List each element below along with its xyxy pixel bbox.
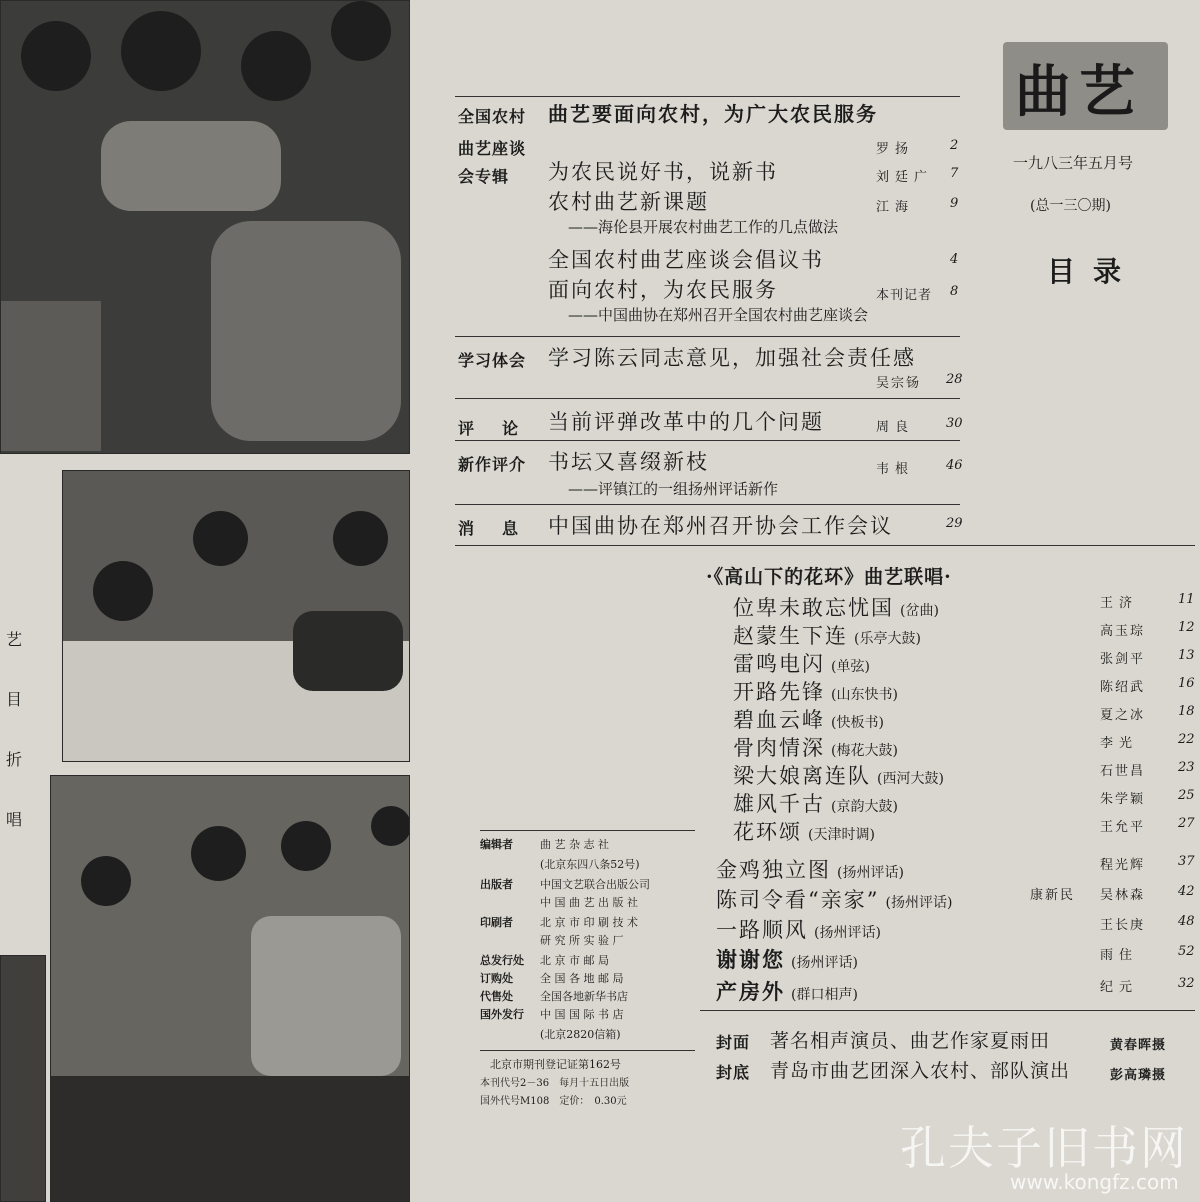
story-title: 金鸡独立图: [716, 858, 831, 882]
article-subtitle: ——评镇江的一组扬州评话新作: [568, 480, 779, 498]
genre: (扬州评话): [814, 925, 881, 941]
side-char: 折: [6, 750, 23, 769]
colophon-value: 中国文艺联合出版公司: [540, 878, 650, 891]
divider: [700, 1010, 1195, 1011]
logo-text: 曲艺: [1015, 59, 1143, 125]
photo-meeting-bottom: [50, 775, 410, 1202]
article-author: 张剑平: [1100, 652, 1146, 667]
cover-label: 封面: [716, 1033, 751, 1052]
genre: (山东快书): [831, 687, 898, 703]
article-author: 石世昌: [1100, 764, 1146, 779]
colophon-label: 出版者: [480, 878, 513, 891]
article-title[interactable]: 为农民说好书，说新书: [548, 160, 778, 184]
article-subtitle: ——中国曲协在郑州召开全国农村曲艺座谈会: [568, 306, 869, 324]
page-number: 37: [1178, 854, 1195, 869]
section-label: 评 论: [458, 419, 525, 438]
article-author: 本刊记者: [876, 288, 933, 303]
page-number: 25: [1178, 788, 1195, 803]
article-author: 康新民: [1030, 888, 1076, 903]
article-author: 夏之冰: [1100, 708, 1146, 723]
colophon-value: 研 究 所 实 验 厂: [540, 934, 624, 947]
page-number: 52: [1178, 944, 1195, 959]
page-number: 30: [946, 416, 963, 431]
page-number: 8: [950, 284, 959, 299]
article-title[interactable]: [733, 620, 921, 650]
page-number: 2: [950, 138, 959, 153]
colophon-rule: [480, 830, 695, 831]
article-title[interactable]: 全国农村曲艺座谈会倡议书: [548, 248, 824, 272]
photo-meeting-top: [0, 0, 410, 454]
side-char: 目: [6, 690, 23, 709]
colophon-value: (北京2820信箱): [540, 1028, 621, 1041]
article-author: 罗扬: [876, 142, 915, 157]
magazine-logo: [1003, 42, 1168, 130]
story-title: 陈司令看“亲家”: [716, 888, 880, 912]
side-char: 唱: [6, 810, 23, 829]
divider: [455, 440, 960, 441]
article-title[interactable]: 当前评弹改革中的几个问题: [548, 410, 824, 434]
page-number: 11: [1178, 592, 1195, 607]
genre: (岔曲): [900, 603, 939, 619]
genre: (天津时调): [808, 827, 875, 843]
genre: (乐亭大鼓): [854, 631, 921, 647]
article-title[interactable]: 学习陈云同志意见，加强社会责任感: [548, 346, 916, 370]
genre: (扬州评话): [885, 895, 953, 911]
colophon-value: 全国各地新华书店: [540, 990, 628, 1003]
colophon-rule: [480, 1050, 695, 1051]
genre: (单弦): [831, 659, 870, 675]
divider: [455, 96, 960, 97]
article-author: 周良: [876, 420, 915, 435]
article-title[interactable]: [733, 676, 898, 706]
divider: [455, 398, 960, 399]
page-number: 18: [1178, 704, 1195, 719]
side-char: 艺: [6, 630, 23, 649]
article-author: 高玉琮: [1100, 624, 1146, 639]
story-title: 产房外: [716, 980, 785, 1004]
article-author: 王济: [1100, 596, 1139, 611]
divider: [455, 545, 1195, 546]
article-title[interactable]: [733, 704, 884, 734]
article-title[interactable]: 书坛又喜缀新枝: [548, 450, 709, 474]
genre: (快板书): [831, 715, 884, 731]
page-number: 7: [950, 166, 959, 181]
medley-heading: ·《高山下的花环》曲艺联唱·: [706, 566, 952, 588]
medley-title: 花环颂: [733, 820, 802, 844]
divider: [455, 336, 960, 337]
colophon-footer: 国外代号M108 定价： 0.30元: [480, 1096, 627, 1107]
colophon-value: (北京东四八条52号): [540, 858, 640, 871]
article-title[interactable]: [716, 884, 952, 914]
photo-edge-left: [0, 955, 46, 1202]
cover-credit: 黄春晖摄: [1110, 1038, 1167, 1053]
article-author: 程光辉: [1100, 858, 1146, 873]
genre: (扬州评话): [791, 955, 858, 971]
genre: (扬州评话): [837, 865, 904, 881]
article-author: 朱学颖: [1100, 792, 1146, 807]
medley-title: 梁大娘离连队: [733, 764, 871, 788]
watermark: 孔夫子旧书网: [900, 1121, 1188, 1175]
section-label: 新作评介: [458, 455, 527, 474]
article-author: 江海: [876, 200, 915, 215]
article-title[interactable]: [716, 944, 858, 974]
section-label: 全国农村: [458, 107, 527, 126]
colophon-label: 印刷者: [480, 916, 513, 929]
genre: (京韵大鼓): [831, 799, 898, 815]
page-number: 28: [946, 372, 963, 387]
article-author: 韦根: [876, 462, 915, 477]
colophon-label: 国外发行: [480, 1008, 524, 1021]
genre: (西河大鼓): [877, 771, 944, 787]
page-number: 9: [950, 196, 959, 211]
medley-title: 雷鸣电闪: [733, 652, 825, 676]
article-title[interactable]: 面向农村，为农民服务: [548, 278, 778, 302]
article-title[interactable]: 农村曲艺新课题: [548, 190, 709, 214]
article-author: 陈绍武: [1100, 680, 1146, 695]
section-label: 曲艺座谈: [458, 139, 527, 158]
article-title[interactable]: [733, 648, 870, 678]
genre: (群口相声): [791, 987, 858, 1003]
article-title[interactable]: 中国曲协在郑州召开协会工作会议: [548, 514, 893, 538]
colophon-value: 曲 艺 杂 志 社: [540, 838, 609, 851]
article-title[interactable]: [733, 816, 875, 846]
article-author: 李光: [1100, 736, 1139, 751]
story-title: 谢谢您: [716, 948, 785, 972]
cover-text: 著名相声演员、曲艺作家夏雨田: [770, 1030, 1051, 1052]
colophon: [480, 836, 695, 1066]
story-title: 一路顺风: [716, 918, 808, 942]
side-text: [6, 610, 22, 850]
colophon-label: 编辑者: [480, 838, 513, 851]
colophon-footer: 北京市期刊登记证第162号: [490, 1058, 621, 1071]
cover-text: 青岛市曲艺团深入农村、部队演出: [770, 1060, 1071, 1082]
page-number: 23: [1178, 760, 1195, 775]
page-number: 12: [1178, 620, 1195, 635]
article-author: 刘廷广: [876, 170, 934, 185]
page-number: 13: [1178, 648, 1195, 663]
article-title[interactable]: [733, 732, 898, 762]
section-label: 会专辑: [458, 167, 510, 186]
page-number: 4: [950, 252, 959, 267]
colophon-value: 北 京 市 邮 局: [540, 954, 609, 967]
colophon-value: 全 国 各 地 邮 局: [540, 972, 624, 985]
colophon-value: 中 国 曲 艺 出 版 社: [540, 896, 638, 909]
medley-title: 开路先锋: [733, 680, 825, 704]
article-title[interactable]: [733, 760, 944, 790]
page-number: 48: [1178, 914, 1195, 929]
article-title[interactable]: [733, 788, 898, 818]
medley-title: 赵蒙生下连: [733, 624, 848, 648]
page-number: 16: [1178, 676, 1195, 691]
colophon-label: 总发行处: [480, 954, 524, 967]
article-author: 吴林森: [1100, 888, 1146, 903]
section-label: 消 息: [458, 519, 525, 538]
page-number: 27: [1178, 816, 1195, 831]
medley-title: 骨肉情深: [733, 736, 825, 760]
article-author: 雨住: [1100, 948, 1139, 963]
article-title[interactable]: [716, 976, 858, 1006]
article-title[interactable]: 曲艺要面向农村，为广大农民服务: [548, 102, 878, 126]
divider: [455, 504, 960, 505]
medley-title: 位卑未敢忘忧国: [733, 596, 894, 620]
issue-total: (总一三〇期): [1030, 198, 1111, 214]
issue-date: 一九八三年五月号: [1013, 154, 1134, 172]
article-author: 王长庚: [1100, 918, 1146, 933]
article-title[interactable]: [716, 914, 881, 944]
page-number: 22: [1178, 732, 1195, 747]
article-subtitle: ——海伦县开展农村曲艺工作的几点做法: [568, 218, 839, 236]
photo-meeting-middle: [62, 470, 410, 762]
page-number: 32: [1178, 976, 1195, 991]
cover-credit: 彭高璘摄: [1110, 1068, 1167, 1083]
article-title[interactable]: [733, 592, 939, 622]
genre: (梅花大鼓): [831, 743, 898, 759]
article-author: 王允平: [1100, 820, 1146, 835]
page-number: 29: [946, 516, 963, 531]
colophon-value: 北 京 市 印 刷 技 术: [540, 916, 638, 929]
medley-title: 雄风千古: [733, 792, 825, 816]
page-number: 42: [1178, 884, 1195, 899]
article-title[interactable]: [716, 854, 904, 884]
colophon-label: 代售处: [480, 990, 513, 1003]
colophon-value: 中 国 国 际 书 店: [540, 1008, 624, 1021]
toc-title: 目录: [1047, 255, 1140, 288]
cover-label: 封底: [716, 1063, 751, 1082]
page-number: 46: [946, 458, 963, 473]
colophon-label: 订购处: [480, 972, 513, 985]
section-label: 学习体会: [458, 351, 527, 370]
medley-title: 碧血云峰: [733, 708, 825, 732]
colophon-footer: 本刊代号2－36 每月十五日出版: [480, 1078, 630, 1089]
article-author: 纪元: [1100, 980, 1139, 995]
watermark-url: www.kongfz.com: [1010, 1170, 1179, 1194]
article-author: 吴宗钖: [876, 376, 922, 391]
